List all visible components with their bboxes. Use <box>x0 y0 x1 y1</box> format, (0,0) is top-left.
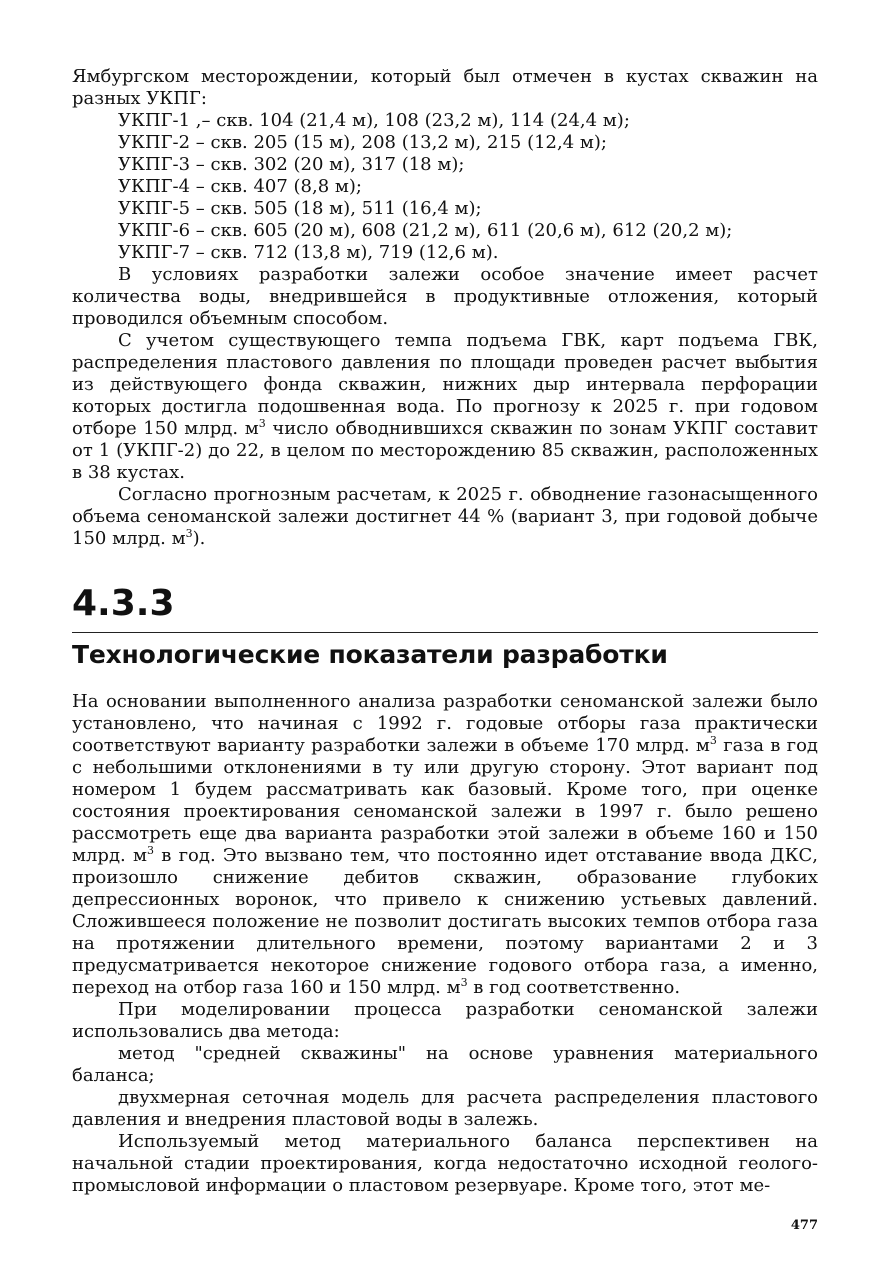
gvk-paragraph <box>72 330 818 484</box>
gvk-text-1: С учетом существующего темпа подъема ГВК, карт подъема ГВК, распределения пластового давления по площади проведен расчет выбытия из действующего фонда скважин, нижних дыр интервала перфорации которых достигла подошвенная вода. По прогнозу к 2025 г. при годовом отборе 150 млрд. м <box>72 330 818 439</box>
method-item: двухмерная сеточная модель для расчета распределения пластового давления и внедрения пластовой воды в залежь. <box>72 1087 818 1130</box>
section-title: Технологические показатели разработки <box>72 640 668 669</box>
superscript: 3 <box>185 527 193 540</box>
basis-text-2: газа в год с небольшими отклонениями в ту или другую сторону. Этот вариант под номером 1 будем рассматривать как базовый. Кроме того, при оценке состояния проектирования сеноманской залежи в 1997 г. было решено рассмотреть еще два варианта разработки этой залежи в объеме 160 и 150 млрд. м <box>72 735 818 866</box>
section-header <box>72 584 818 671</box>
forecast-paragraph <box>72 484 818 550</box>
basis-text-3: в год. Это вызвано тем, что постоянно идет отставание ввода ДКС, произошло снижение дебитов скважин, образование глубоких депрессионных воронок, что привело к снижению устьевых давлений. Сложившееся положение не позволит достигать высоких темпов отбора газа на протяжении длительного времени, поэтому вариантами 2 и 3 предусматривается некоторое снижение годового отбора газа, а именно, переход на отбор газа 160 и 150 млрд. м <box>72 845 818 998</box>
ukpg-list-item: УКПГ-4 – скв. 407 (8,8 м); <box>118 176 362 197</box>
basis-text-4: в год соответственно. <box>467 977 681 998</box>
page-content <box>72 66 818 1197</box>
section-divider <box>72 632 818 633</box>
superscript: 3 <box>709 734 717 747</box>
forecast-text-1: Согласно прогнозным расчетам, к 2025 г. обводнение газонасыщенного объема сеноманской залежи достигнет 44 % (вариант 3, при годовой добыче 150 млрд. м <box>72 484 818 549</box>
ukpg-list-item: УКПГ-6 – скв. 605 (20 м), 608 (21,2 м), 611 (20,6 м), 612 (20,2 м); <box>118 220 733 241</box>
method-item: метод "средней скважины" на основе уравнения материального баланса; <box>72 1043 818 1086</box>
superscript: 3 <box>258 417 266 430</box>
forecast-text-2: ). <box>192 528 206 549</box>
superscript: 3 <box>460 976 468 989</box>
intro-paragraph: Ямбургском месторождении, который был отмечен в кустах скважин на разных УКПГ: <box>72 66 818 109</box>
balance-paragraph: Используемый метод материального баланса перспективен на начальной стадии проектирования, когда недостаточно исходной геолого-промысловой информации о пластовом резервуаре. Кроме того, этот ме- <box>72 1131 818 1196</box>
basis-text-1: На основании выполненного анализа разработки сеноманской залежи было установлено, что начиная с 1992 г. годовые отборы газа практически соответствуют варианту разработки залежи в объеме 170 млрд. м <box>72 691 818 756</box>
section-number: 4.3.3 <box>72 583 175 624</box>
ukpg-list-item: УКПГ-3 – скв. 302 (20 м), 317 (18 м); <box>118 154 465 175</box>
basis-paragraph <box>72 691 818 999</box>
gvk-text-2: число обводнившихся скважин по зонам УКПГ составит от 1 (УКПГ-2) до 22, в целом по месторождению 85 скважин, расположенных в 38 кустах. <box>72 418 818 483</box>
ukpg-list <box>72 110 818 264</box>
superscript: 3 <box>147 844 154 857</box>
page-number: 477 <box>790 1218 818 1233</box>
ukpg-list-item: УКПГ-5 – скв. 505 (18 м), 511 (16,4 м); <box>118 198 482 219</box>
methods-paragraph: При моделировании процесса разработки сеноманской залежи использовались два метода: <box>72 999 818 1042</box>
ukpg-list-item: УКПГ-2 – скв. 205 (15 м), 208 (13,2 м), 215 (12,4 м); <box>118 132 607 153</box>
water-volume-paragraph: В условиях разработки залежи особое значение имеет расчет количества воды, внедрившейся в продуктивные отложения, который проводился объемным способом. <box>72 264 818 329</box>
ukpg-list-item: УКПГ-7 – скв. 712 (13,8 м), 719 (12,6 м). <box>118 242 499 263</box>
ukpg-list-item: УКПГ-1 ,– скв. 104 (21,4 м), 108 (23,2 м), 114 (24,4 м); <box>118 110 630 131</box>
